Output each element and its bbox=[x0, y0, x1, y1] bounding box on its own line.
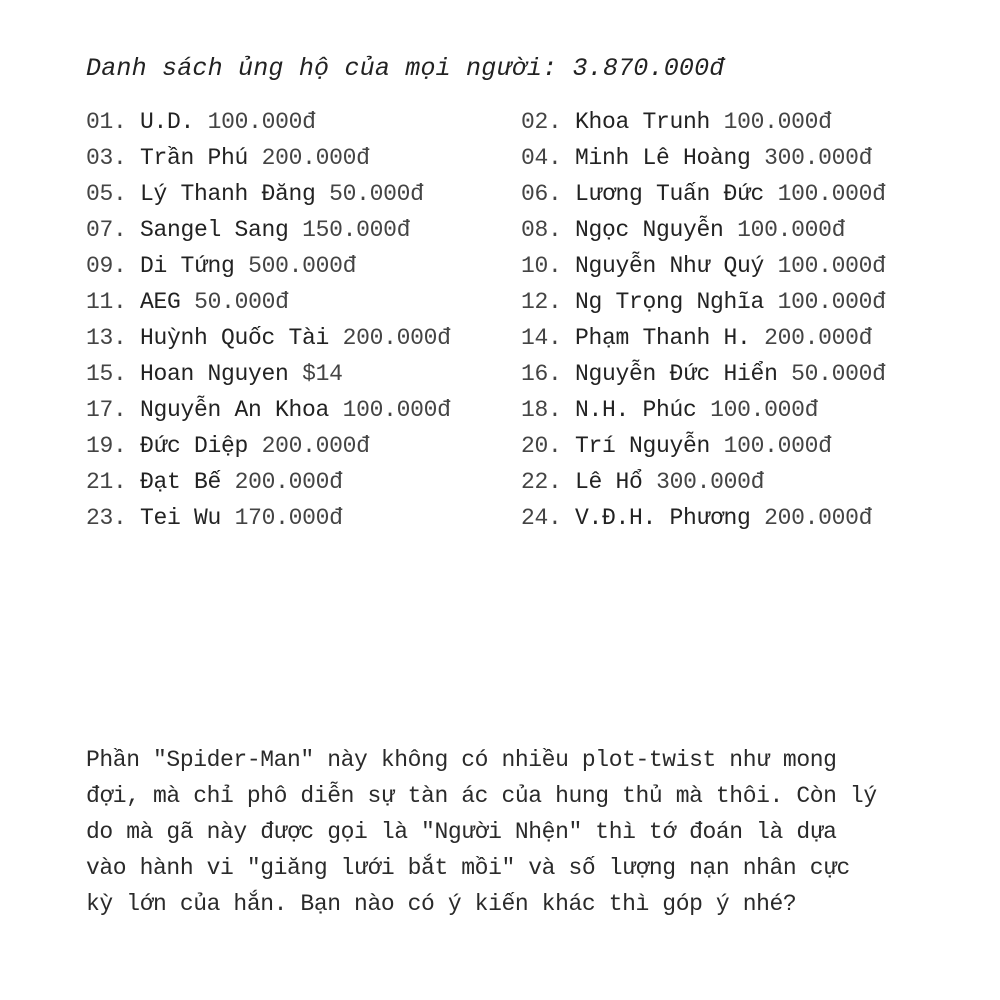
donor-item bbox=[521, 212, 926, 248]
donor-amount: 100.000đ bbox=[723, 433, 832, 459]
donor-item bbox=[86, 248, 521, 284]
donor-name: Lý Thanh Đăng bbox=[140, 181, 316, 207]
donor-list bbox=[86, 104, 926, 536]
donor-name: Nguyễn Như Quý bbox=[575, 253, 765, 279]
comment-line: kỳ lớn của hắn. Bạn nào có ý kiến khác thì góp ý nhé? bbox=[86, 891, 797, 917]
donor-amount: 200.000đ bbox=[261, 433, 370, 459]
donor-name: Ngọc Nguyễn bbox=[575, 217, 724, 243]
donor-name: Nguyễn An Khoa bbox=[140, 397, 330, 423]
donor-item bbox=[86, 320, 521, 356]
donor-amount: 200.000đ bbox=[764, 505, 873, 531]
donor-amount: 100.000đ bbox=[723, 109, 832, 135]
donor-number: 15. bbox=[86, 361, 127, 387]
donor-name: Di Tứng bbox=[140, 253, 235, 279]
donor-name: Phạm Thanh H. bbox=[575, 325, 751, 351]
comment-line: do mà gã này được gọi là "Người Nhện" thì tớ đoán là dựa bbox=[86, 819, 837, 845]
donor-name: Huỳnh Quốc Tài bbox=[140, 325, 330, 351]
donor-amount: 200.000đ bbox=[234, 469, 343, 495]
donor-item bbox=[86, 500, 521, 536]
donor-number: 11. bbox=[86, 289, 127, 315]
donor-amount: 200.000đ bbox=[261, 145, 370, 171]
donor-item bbox=[86, 356, 521, 392]
donor-number: 03. bbox=[86, 145, 127, 171]
comment-line: đợi, mà chỉ phô diễn sự tàn ác của hung thủ mà thôi. Còn lý bbox=[86, 783, 877, 809]
donor-number: 12. bbox=[521, 289, 562, 315]
donor-item bbox=[86, 428, 521, 464]
donor-amount: 100.000đ bbox=[777, 253, 886, 279]
donor-amount: 100.000đ bbox=[207, 109, 316, 135]
donor-name: Đức Diệp bbox=[140, 433, 249, 459]
donor-item bbox=[521, 320, 926, 356]
donor-item bbox=[521, 500, 926, 536]
donor-name: Ng Trọng Nghĩa bbox=[575, 289, 765, 315]
donor-name: Trần Phú bbox=[140, 145, 249, 171]
comment-line: vào hành vi "giăng lưới bắt mồi" và số lượng nạn nhân cực bbox=[86, 855, 850, 881]
donor-amount: 100.000đ bbox=[710, 397, 819, 423]
donor-number: 10. bbox=[521, 253, 562, 279]
donor-number: 16. bbox=[521, 361, 562, 387]
donor-name: V.Đ.H. Phương bbox=[575, 505, 751, 531]
donor-name: AEG bbox=[140, 289, 181, 315]
donor-number: 23. bbox=[86, 505, 127, 531]
donor-amount: 150.000đ bbox=[302, 217, 411, 243]
donor-number: 04. bbox=[521, 145, 562, 171]
donor-item bbox=[521, 104, 926, 140]
donor-amount: $14 bbox=[302, 361, 343, 387]
donor-name: Hoan Nguyen bbox=[140, 361, 289, 387]
donor-name: Đạt Bế bbox=[140, 469, 222, 495]
donor-number: 18. bbox=[521, 397, 562, 423]
donor-item bbox=[86, 284, 521, 320]
page-title: Danh sách ủng hộ của mọi người: 3.870.000đ bbox=[86, 54, 725, 83]
donor-name: Tei Wu bbox=[140, 505, 222, 531]
donor-amount: 50.000đ bbox=[194, 289, 289, 315]
donor-name: Lương Tuấn Đức bbox=[575, 181, 765, 207]
donor-number: 02. bbox=[521, 109, 562, 135]
donor-name: Lê Hổ bbox=[575, 469, 643, 495]
donor-item bbox=[86, 104, 521, 140]
donor-number: 13. bbox=[86, 325, 127, 351]
donor-number: 21. bbox=[86, 469, 127, 495]
donor-name: U.D. bbox=[140, 109, 195, 135]
donor-number: 14. bbox=[521, 325, 562, 351]
donor-amount: 300.000đ bbox=[764, 145, 873, 171]
donor-amount: 200.000đ bbox=[764, 325, 873, 351]
donor-amount: 50.000đ bbox=[791, 361, 886, 387]
donor-amount: 100.000đ bbox=[342, 397, 451, 423]
donor-item bbox=[521, 392, 926, 428]
donor-number: 01. bbox=[86, 109, 127, 135]
donor-item bbox=[521, 176, 926, 212]
donor-name: Nguyễn Đức Hiển bbox=[575, 361, 778, 387]
donor-item bbox=[521, 464, 926, 500]
donor-number: 19. bbox=[86, 433, 127, 459]
donor-amount: 50.000đ bbox=[329, 181, 424, 207]
donor-number: 17. bbox=[86, 397, 127, 423]
donor-amount: 100.000đ bbox=[737, 217, 846, 243]
donor-number: 20. bbox=[521, 433, 562, 459]
donor-amount: 300.000đ bbox=[656, 469, 765, 495]
comment-line: Phần "Spider-Man" này không có nhiều plot-twist như mong bbox=[86, 747, 837, 773]
donor-item bbox=[521, 140, 926, 176]
donor-amount: 500.000đ bbox=[248, 253, 357, 279]
donor-number: 08. bbox=[521, 217, 562, 243]
donor-number: 22. bbox=[521, 469, 562, 495]
donor-item bbox=[86, 464, 521, 500]
donor-item bbox=[521, 428, 926, 464]
donor-item bbox=[86, 176, 521, 212]
donor-item bbox=[86, 212, 521, 248]
donor-name: Minh Lê Hoàng bbox=[575, 145, 751, 171]
donor-item bbox=[86, 392, 521, 428]
donor-amount: 170.000đ bbox=[234, 505, 343, 531]
donor-name: Sangel Sang bbox=[140, 217, 289, 243]
donor-amount: 100.000đ bbox=[777, 289, 886, 315]
donor-item bbox=[521, 248, 926, 284]
donor-amount: 100.000đ bbox=[777, 181, 886, 207]
donor-item bbox=[521, 356, 926, 392]
donor-amount: 200.000đ bbox=[342, 325, 451, 351]
donor-number: 06. bbox=[521, 181, 562, 207]
donor-item bbox=[86, 140, 521, 176]
donor-item bbox=[521, 284, 926, 320]
donor-name: Khoa Trunh bbox=[575, 109, 711, 135]
donor-number: 05. bbox=[86, 181, 127, 207]
donor-number: 24. bbox=[521, 505, 562, 531]
donor-name: N.H. Phúc bbox=[575, 397, 697, 423]
comment-paragraph bbox=[86, 742, 926, 922]
donor-number: 07. bbox=[86, 217, 127, 243]
donor-name: Trí Nguyễn bbox=[575, 433, 711, 459]
donor-number: 09. bbox=[86, 253, 127, 279]
